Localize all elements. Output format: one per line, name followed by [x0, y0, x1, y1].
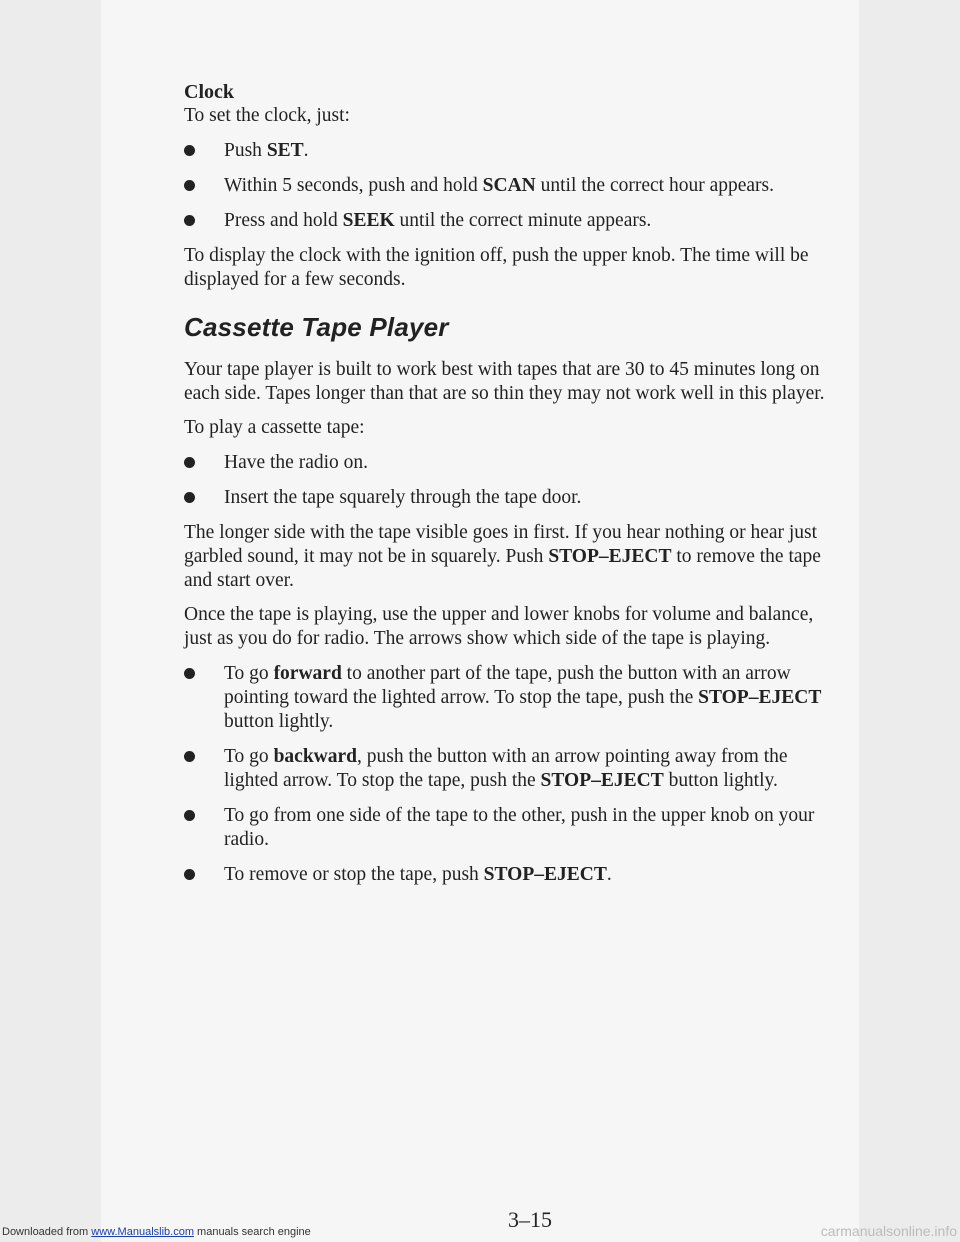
clock-steps: [184, 139, 834, 233]
clock-intro: To set the clock, just:: [184, 105, 350, 126]
bullet-icon: [184, 180, 195, 191]
list-item: Have the radio on.: [184, 451, 834, 475]
list-item: To go forward to another part of the tape, push the button with an arrow pointing toward the lighted arrow. To stop the tape, push the STOP–EJECT button lightly.: [184, 662, 834, 734]
bullet-icon: [184, 869, 195, 880]
list-item: To remove or stop the tape, push STOP–EJECT.: [184, 863, 834, 887]
cassette-playing-note: Once the tape is playing, use the upper and lower knobs for volume and balance, just as you do for radio. The arrows show which side of the tape is playing.: [184, 604, 814, 649]
list-item: Within 5 seconds, push and hold SCAN until the correct hour appears.: [184, 174, 834, 198]
list-item: Insert the tape squarely through the tape door.: [184, 486, 834, 510]
bullet-icon: [184, 457, 195, 468]
clock-display-note: To display the clock with the ignition off, push the upper knob. The time will be displayed for a few seconds.: [184, 245, 809, 290]
bullet-icon: [184, 751, 195, 762]
download-footer: Downloaded from www.Manualslib.com manuals search engine: [2, 1226, 311, 1238]
cassette-controls: [184, 662, 834, 887]
list-item: To go backward, push the button with an arrow pointing away from the lighted arrow. To stop the tape, push the STOP–EJECT button lightly.: [184, 745, 834, 793]
list-item: Push SET.: [184, 139, 834, 163]
page-number: 3–15: [508, 1207, 552, 1232]
manualslib-link[interactable]: www.Manualslib.com: [91, 1226, 194, 1238]
bullet-icon: [184, 668, 195, 679]
bullet-icon: [184, 215, 195, 226]
bullet-icon: [184, 492, 195, 503]
bullet-icon: [184, 810, 195, 821]
list-item: To go from one side of the tape to the other, push in the upper knob on your radio.: [184, 804, 834, 852]
list-item: Press and hold SEEK until the correct minute appears.: [184, 209, 834, 233]
cassette-heading: Cassette Tape Player: [184, 312, 449, 342]
cassette-intro: Your tape player is built to work best with tapes that are 30 to 45 minutes long on each side. Tapes longer than that are so thin they may not work well in this player.: [184, 359, 825, 404]
page-content: [184, 80, 834, 898]
cassette-play-intro: To play a cassette tape:: [184, 417, 365, 438]
clock-heading: Clock: [184, 81, 234, 103]
watermark: carmanualsonline.info: [820, 1223, 957, 1239]
bullet-icon: [184, 145, 195, 156]
cassette-play-steps: [184, 451, 834, 510]
cassette-garbled-note: The longer side with the tape visible goes in first. If you hear nothing or hear just garbled sound, it may not be in squarely. Push STOP–EJECT to remove the tape and start over.: [184, 522, 821, 591]
